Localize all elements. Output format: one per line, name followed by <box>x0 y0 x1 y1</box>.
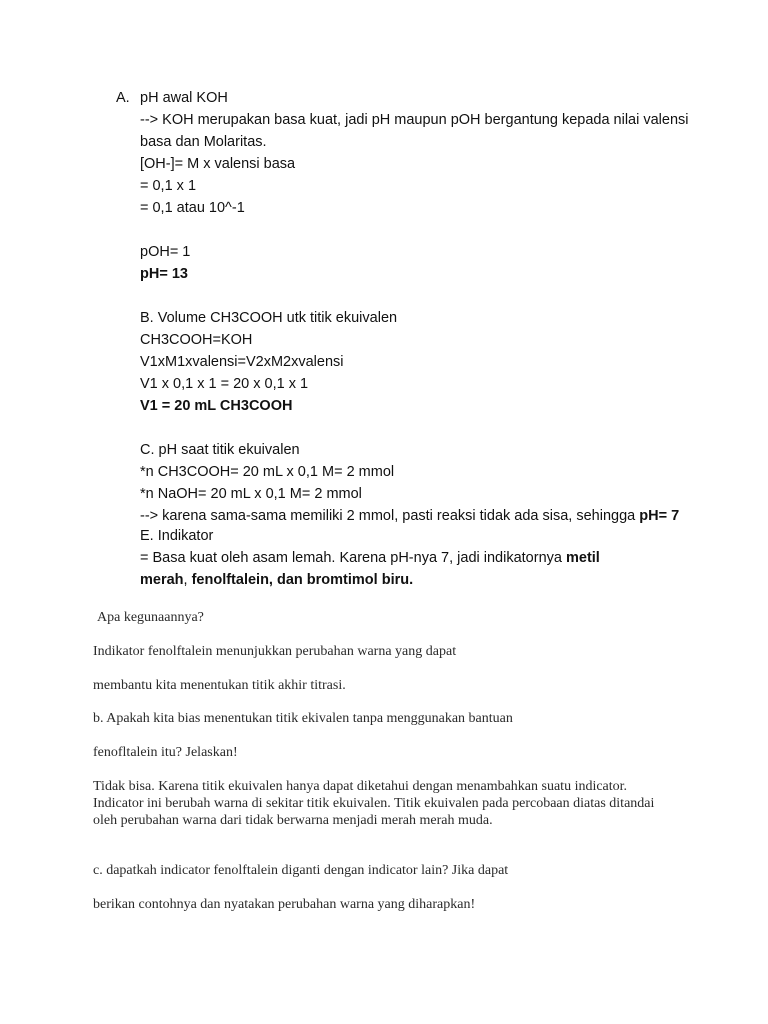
section-a-title: pH awal KOH <box>140 90 228 106</box>
question-1: Apa kegunaannya? <box>97 610 204 625</box>
section-a-poh: pOH= 1 <box>140 244 191 260</box>
section-b-title: B. Volume CH3COOH utk titik ekuivalen <box>140 310 398 326</box>
section-c-line-2: *n NaOH= 20 mL x 0,1 M= 2 mmol <box>140 486 362 502</box>
section-c-line-1: *n CH3COOH= 20 mL x 0,1 M= 2 mmol <box>140 464 395 480</box>
question-3-line-1: c. dapatkah indicator fenolftalein diganti dengan indicator lain? Jika dapat <box>93 863 509 878</box>
section-a-line-3: [OH-]= M x valensi basa <box>140 156 296 172</box>
section-e-line-1-text: = Basa kuat oleh asam lemah. Karena pH-nya 7, jadi indikatornya <box>140 550 566 566</box>
section-b-line-3: V1 x 0,1 x 1 = 20 x 0,1 x 1 <box>140 376 309 392</box>
section-c-title: C. pH saat titik ekuivalen <box>140 442 300 458</box>
answer-2-paragraph: Tidak bisa. Karena titik ekuivalen hanya dapat diketahui dengan menambahkan suatu indicator. Indicator ini berubah warna di sekitar titik ekuivalen. Titik ekuivalen pada percobaan diatas ditandai oleh perubahan warna dari tidak berwarna menjadi merah merah muda. <box>93 779 655 828</box>
section-a-ph-bold: pH= 13 <box>140 266 188 282</box>
question-3-line-2: berikan contohnya dan nyatakan perubahan warna yang diharapkan! <box>93 897 476 912</box>
answer-1-line-2: membantu kita menentukan titik akhir titrasi. <box>93 678 346 693</box>
list-marker-a: A. <box>116 90 130 106</box>
section-c-line-3 <box>140 507 679 525</box>
section-e-line-2-sep: , <box>183 572 192 588</box>
section-c-ph-bold: pH= 7 <box>639 508 680 524</box>
section-e-line-1-bold: metil <box>565 550 600 566</box>
question-2-line-2: fenofltalein itu? Jelaskan! <box>93 745 238 760</box>
answer-1-line-1: Indikator fenolftalein menunjukkan perubahan warna yang dapat <box>93 644 457 659</box>
question-2-line-1: b. Apakah kita bias menentukan titik ekivalen tanpa menggunakan bantuan <box>93 711 513 726</box>
section-e-line-1 <box>140 549 600 567</box>
section-b-line-1: CH3COOH=KOH <box>140 332 253 348</box>
section-b-result-bold: V1 = 20 mL CH3COOH <box>140 398 293 414</box>
section-c-line-3-text: --> karena sama-sama memiliki 2 mmol, pasti reaksi tidak ada sisa, sehingga <box>140 508 640 524</box>
section-a-ph-result <box>140 265 188 283</box>
section-e-line-2 <box>140 571 413 589</box>
section-a-line-4: = 0,1 x 1 <box>140 178 197 194</box>
section-a-line-1: --> KOH merupakan basa kuat, jadi pH maupun pOH bergantung kepada nilai valensi <box>140 112 689 128</box>
section-a-line-5: = 0,1 atau 10^-1 <box>140 200 245 216</box>
section-b-result <box>140 397 292 415</box>
section-e-line-2-bold-2: fenolftalein, dan bromtimol biru. <box>191 572 414 588</box>
section-b-line-2: V1xM1xvalensi=V2xM2xvalensi <box>140 354 344 370</box>
section-e-title: E. Indikator <box>140 528 214 544</box>
section-a-line-2: basa dan Molaritas. <box>140 134 267 150</box>
section-e-line-2-bold-1: merah <box>140 572 184 588</box>
